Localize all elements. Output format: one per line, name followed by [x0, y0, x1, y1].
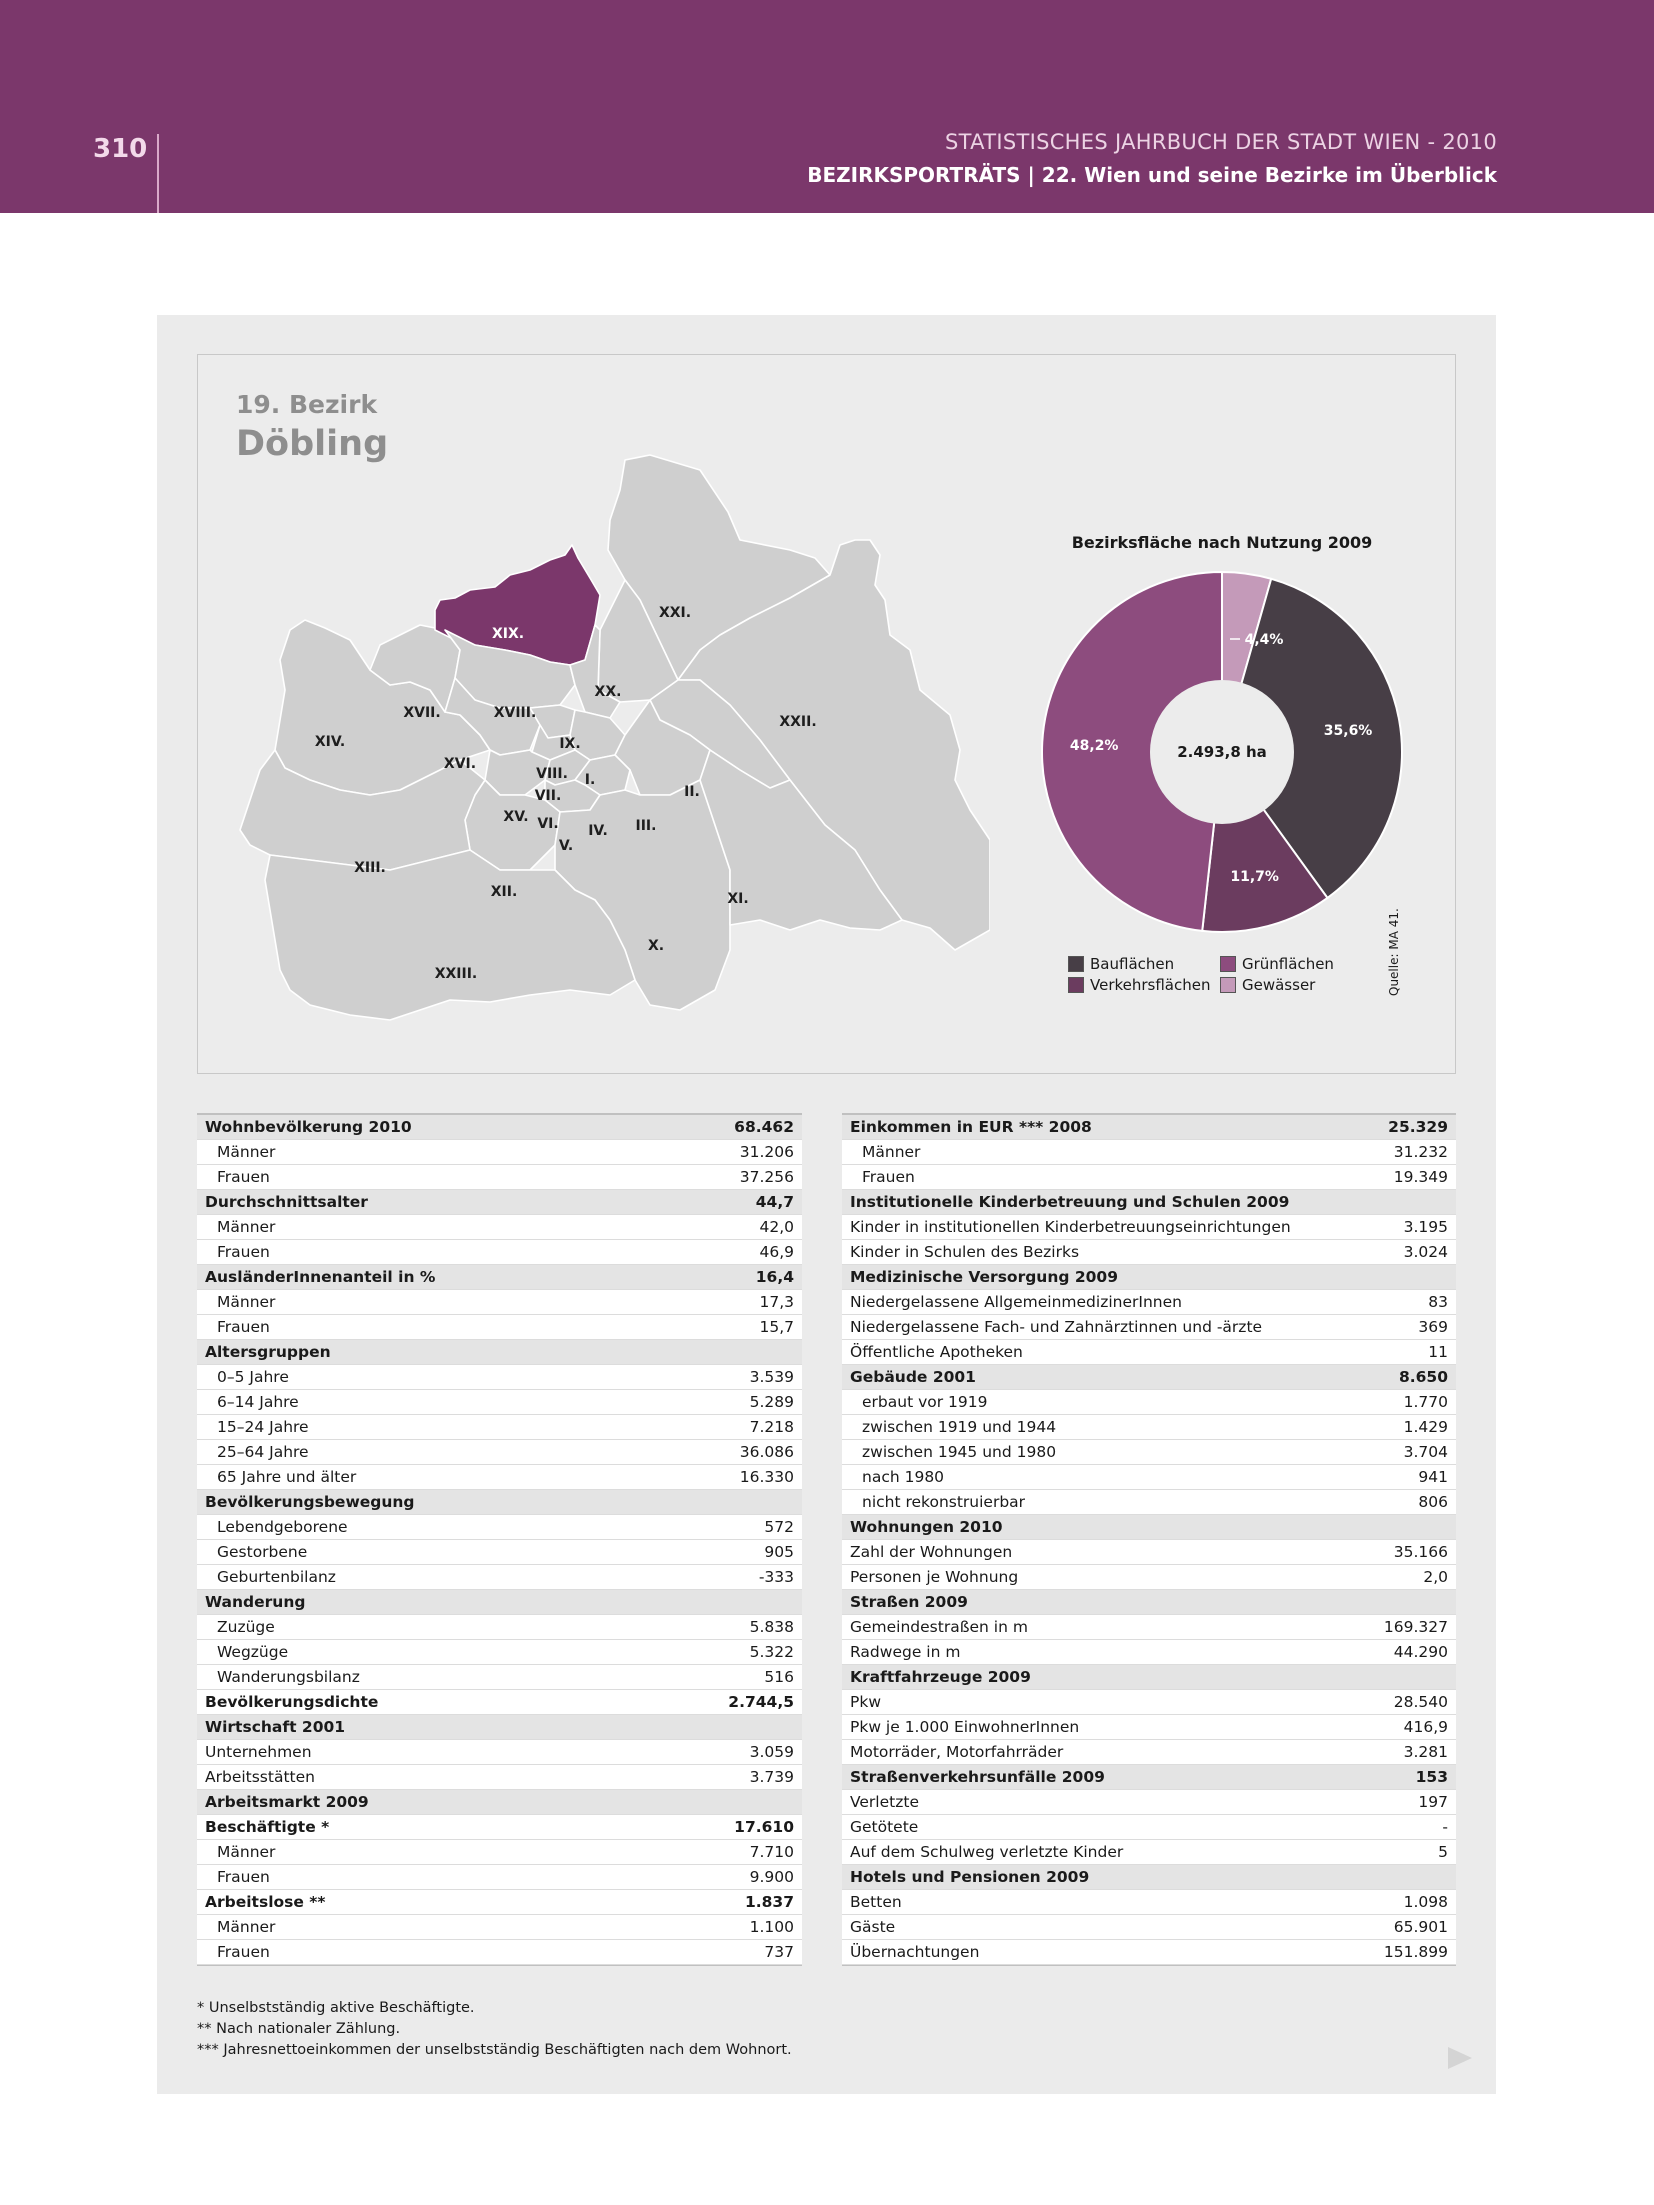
row-label: Wirtschaft 2001	[205, 1718, 346, 1736]
map-label-viii: VIII.	[536, 766, 568, 782]
table-row	[197, 1290, 802, 1315]
legend-swatch	[1068, 977, 1084, 993]
row-label: Öffentliche Apotheken	[850, 1343, 1023, 1361]
map-label-xxiii: XXIII.	[434, 966, 478, 982]
row-value: 5	[1438, 1843, 1448, 1861]
row-label: Männer	[217, 1218, 276, 1236]
statistics-table-right	[842, 1113, 1456, 1966]
table-row	[197, 1740, 802, 1765]
row-value: 3.195	[1403, 1218, 1448, 1236]
row-value: 31.206	[739, 1143, 794, 1161]
table-row	[842, 1315, 1456, 1340]
row-value: 65.901	[1393, 1918, 1448, 1936]
row-label: Männer	[217, 1843, 276, 1861]
table-row	[197, 1365, 802, 1390]
row-label: Gemeindestraßen in m	[850, 1618, 1028, 1636]
table-section-row	[842, 1665, 1456, 1690]
table-row	[842, 1415, 1456, 1440]
map-label-xi: XI.	[727, 891, 749, 907]
map-label-xxii: XXII.	[779, 714, 817, 730]
table-section-row	[197, 1790, 802, 1815]
row-value: 3.024	[1403, 1243, 1448, 1261]
row-value: 3.739	[749, 1768, 794, 1786]
row-label: Personen je Wohnung	[850, 1568, 1019, 1586]
table-row	[197, 1390, 802, 1415]
row-value: 3.539	[749, 1368, 794, 1386]
vienna-district-map	[230, 450, 990, 1050]
table-section-row	[197, 1490, 802, 1515]
row-label: Verletzte	[850, 1793, 919, 1811]
table-row	[842, 1440, 1456, 1465]
table-row	[197, 1615, 802, 1640]
legend-item-bauflaechen	[1068, 955, 1174, 973]
table-row	[197, 1415, 802, 1440]
district-number: 19. Bezirk	[236, 390, 378, 419]
table-row	[197, 1815, 802, 1840]
map-label-ix: IX.	[559, 736, 581, 752]
row-value: 7.218	[749, 1418, 794, 1436]
row-value: 37.256	[739, 1168, 794, 1186]
footnote: *** Jahresnettoeinkommen der unselbstständig Beschäftigten nach dem Wohnort.	[197, 2042, 792, 2058]
row-label: Frauen	[217, 1243, 270, 1261]
table-row	[197, 1840, 802, 1865]
row-label: Getötete	[850, 1818, 919, 1836]
row-value: 369	[1418, 1318, 1448, 1336]
table-section-row	[842, 1865, 1456, 1890]
row-value: -333	[758, 1568, 794, 1586]
table-row	[842, 1615, 1456, 1640]
row-value: 15,7	[759, 1318, 794, 1336]
row-value: 5.322	[749, 1643, 794, 1661]
row-label: Institutionelle Kinderbetreuung und Schulen 2009	[850, 1193, 1290, 1211]
table-section-row	[842, 1515, 1456, 1540]
pie-slice-label: 11,7%	[1230, 868, 1279, 885]
table-section-row	[197, 1590, 802, 1615]
row-label: Geburtenbilanz	[217, 1568, 336, 1586]
table-row	[842, 1165, 1456, 1190]
table-row	[842, 1740, 1456, 1765]
row-label: Wohnungen 2010	[850, 1518, 1003, 1536]
table-row	[842, 1490, 1456, 1515]
table-row	[197, 1940, 802, 1965]
legend-swatch	[1220, 956, 1236, 972]
statistics-table-left	[197, 1113, 802, 1966]
row-label: Medizinische Versorgung 2009	[850, 1268, 1119, 1286]
row-value: 572	[764, 1518, 794, 1536]
row-value: 25.329	[1388, 1118, 1448, 1136]
table-section-row	[842, 1190, 1456, 1215]
row-value: 1.098	[1403, 1893, 1448, 1911]
table-row	[197, 1765, 802, 1790]
row-value: 2,0	[1423, 1568, 1448, 1586]
map-label-iv: IV.	[588, 823, 608, 839]
map-label-xvii: XVII.	[403, 705, 441, 721]
row-value: 941	[1418, 1468, 1448, 1486]
row-value: 46,9	[759, 1243, 794, 1261]
row-value: 9.900	[749, 1868, 794, 1886]
row-label: Männer	[217, 1143, 276, 1161]
row-value: 35.166	[1393, 1543, 1448, 1561]
table-row	[842, 1390, 1456, 1415]
row-value: -	[1442, 1818, 1448, 1836]
row-label: Lebendgeborene	[217, 1518, 348, 1536]
table-row	[842, 1840, 1456, 1865]
row-label: Arbeitsstätten	[205, 1768, 315, 1786]
map-label-xiii: XIII.	[354, 860, 386, 876]
table-row	[842, 1290, 1456, 1315]
row-value: 16,4	[755, 1268, 794, 1286]
row-value: 3.281	[1403, 1743, 1448, 1761]
table-row	[842, 1240, 1456, 1265]
map-label-i: I.	[584, 772, 596, 788]
page-header	[0, 0, 1654, 213]
legend-label: Grünflächen	[1242, 955, 1334, 973]
row-label: Männer	[862, 1143, 921, 1161]
row-label: Frauen	[217, 1168, 270, 1186]
row-label: Hotels und Pensionen 2009	[850, 1868, 1090, 1886]
row-label: Wegzüge	[217, 1643, 289, 1661]
row-label: Gestorbene	[217, 1543, 308, 1561]
map-label-xvi: XVI.	[443, 756, 477, 772]
table-row	[197, 1315, 802, 1340]
row-label: 15–24 Jahre	[217, 1418, 309, 1436]
table-section-row	[197, 1115, 802, 1140]
row-label: Betten	[850, 1893, 902, 1911]
legend-label: Gewässer	[1242, 976, 1316, 994]
row-label: Männer	[217, 1293, 276, 1311]
row-label: Gebäude 2001	[850, 1368, 976, 1386]
map-label-v: V.	[558, 838, 574, 854]
row-label: 65 Jahre und älter	[217, 1468, 357, 1486]
chart-title: Bezirksfläche nach Nutzung 2009	[1071, 533, 1373, 552]
row-label: Arbeitslose **	[205, 1893, 326, 1911]
row-label: Niedergelassene AllgemeinmedizinerInnen	[850, 1293, 1182, 1311]
table-row	[842, 1465, 1456, 1490]
row-label: Frauen	[217, 1318, 270, 1336]
table-row	[842, 1715, 1456, 1740]
row-label: Arbeitsmarkt 2009	[205, 1793, 369, 1811]
map-label-xviii: XVIII.	[493, 705, 537, 721]
legend-label: Verkehrsflächen	[1090, 976, 1211, 994]
row-value: 44.290	[1393, 1643, 1448, 1661]
row-label: Motorräder, Motorfahrräder	[850, 1743, 1064, 1761]
row-label: Männer	[217, 1918, 276, 1936]
map-label-iii: III.	[635, 818, 657, 834]
row-value: 68.462	[734, 1118, 794, 1136]
map-label-xiv: XIV.	[314, 734, 346, 750]
table-row	[197, 1165, 802, 1190]
row-label: Gäste	[850, 1918, 896, 1936]
row-value: 1.770	[1403, 1393, 1448, 1411]
row-value: 36.086	[739, 1443, 794, 1461]
row-label: Wanderung	[205, 1593, 306, 1611]
row-label: 6–14 Jahre	[217, 1393, 299, 1411]
table-section-row	[197, 1265, 802, 1290]
row-label: Wohnbevölkerung 2010	[205, 1118, 412, 1136]
row-label: 0–5 Jahre	[217, 1368, 289, 1386]
row-label: Wanderungsbilanz	[217, 1668, 360, 1686]
map-label-xv: XV.	[503, 809, 529, 825]
row-value: 5.838	[749, 1618, 794, 1636]
table-section-row	[842, 1265, 1456, 1290]
table-section-row	[197, 1340, 802, 1365]
row-label: Pkw	[850, 1693, 881, 1711]
table-row	[197, 1515, 802, 1540]
row-value: 151.899	[1383, 1943, 1448, 1961]
row-label: Frauen	[862, 1168, 915, 1186]
pie-slice-label: 4,4%	[1244, 632, 1284, 648]
district-name: Döbling	[236, 424, 389, 464]
table-row	[842, 1790, 1456, 1815]
row-value: 806	[1418, 1493, 1448, 1511]
table-row	[842, 1640, 1456, 1665]
map-label-xx: XX.	[594, 684, 622, 700]
table-row	[842, 1340, 1456, 1365]
page-number: 310	[93, 134, 148, 164]
row-value: 3.059	[749, 1743, 794, 1761]
row-value: 737	[764, 1943, 794, 1961]
row-label: Kinder in institutionellen Kinderbetreuungseinrichtungen	[850, 1218, 1291, 1236]
legend-item-gewaesser	[1220, 976, 1315, 994]
table-section-row	[842, 1590, 1456, 1615]
row-value: 31.232	[1393, 1143, 1448, 1161]
row-label: Zuzüge	[217, 1618, 275, 1636]
row-value: 1.429	[1403, 1418, 1448, 1436]
row-label: Beschäftigte *	[205, 1818, 330, 1836]
table-section-row	[842, 1115, 1456, 1140]
table-section-row	[842, 1365, 1456, 1390]
map-label-x: X.	[647, 938, 665, 954]
legend-item-verkehrsflaechen	[1068, 976, 1211, 994]
row-value: 516	[764, 1668, 794, 1686]
row-value: 905	[764, 1543, 794, 1561]
table-section-row	[842, 1765, 1456, 1790]
row-label: Frauen	[217, 1868, 270, 1886]
map-label-ii: II.	[684, 784, 700, 800]
row-value: 3.704	[1403, 1443, 1448, 1461]
row-label: Straßenverkehrsunfälle 2009	[850, 1768, 1105, 1786]
row-value: 153	[1415, 1768, 1448, 1786]
row-label: Übernachtungen	[850, 1943, 980, 1961]
table-section-row	[197, 1715, 802, 1740]
row-value: 19.349	[1393, 1168, 1448, 1186]
table-row	[197, 1440, 802, 1465]
table-row	[197, 1140, 802, 1165]
row-label: Zahl der Wohnungen	[850, 1543, 1013, 1561]
map-label-xxi: XXI.	[658, 605, 692, 621]
table-row	[842, 1815, 1456, 1840]
row-label: Kraftfahrzeuge 2009	[850, 1668, 1031, 1686]
row-value: 83	[1428, 1293, 1448, 1311]
table-row	[197, 1540, 802, 1565]
table-row	[197, 1565, 802, 1590]
row-value: 7.710	[749, 1843, 794, 1861]
row-value: 416,9	[1403, 1718, 1448, 1736]
row-label: zwischen 1919 und 1944	[862, 1418, 1057, 1436]
row-label: nicht rekonstruierbar	[862, 1493, 1026, 1511]
map-label-vi: VI.	[537, 816, 559, 832]
table-row	[197, 1890, 802, 1915]
footnote: ** Nach nationaler Zählung.	[197, 2021, 401, 2037]
row-label: Bevölkerungsdichte	[205, 1693, 379, 1711]
row-label: Frauen	[217, 1943, 270, 1961]
row-label: AusländerInnenanteil in %	[205, 1268, 436, 1286]
legend-swatch	[1068, 956, 1084, 972]
row-value: 44,7	[755, 1193, 794, 1211]
row-label: Radwege in m	[850, 1643, 961, 1661]
row-label: erbaut vor 1919	[862, 1393, 988, 1411]
row-value: 28.540	[1393, 1693, 1448, 1711]
table-row	[842, 1540, 1456, 1565]
row-value: 2.744,5	[728, 1693, 794, 1711]
table-row	[197, 1215, 802, 1240]
map-label-vii: VII.	[534, 788, 562, 804]
row-label: Durchschnittsalter	[205, 1193, 368, 1211]
map-label-xix: XIX.	[491, 626, 525, 642]
table-row	[842, 1915, 1456, 1940]
map-label-xii: XII.	[490, 884, 518, 900]
row-label: zwischen 1945 und 1980	[862, 1443, 1057, 1461]
table-row	[842, 1940, 1456, 1965]
row-label: Unternehmen	[205, 1743, 312, 1761]
row-label: Straßen 2009	[850, 1593, 968, 1611]
footnote: * Unselbstständig aktive Beschäftigte.	[197, 2000, 475, 2016]
next-page-arrow-icon[interactable]	[1446, 2044, 1474, 2072]
donut-center-label: 2.493,8 ha	[1177, 743, 1267, 761]
row-label: Einkommen in EUR *** 2008	[850, 1118, 1092, 1136]
row-value: 17,3	[759, 1293, 794, 1311]
table-row	[197, 1865, 802, 1890]
row-value: 42,0	[759, 1218, 794, 1236]
row-value: 8.650	[1398, 1368, 1448, 1386]
row-label: Altersgruppen	[205, 1343, 331, 1361]
row-value: 11	[1428, 1343, 1448, 1361]
pie-slice-label: 48,2%	[1069, 737, 1119, 754]
table-row	[197, 1240, 802, 1265]
table-row	[842, 1565, 1456, 1590]
row-value: 16.330	[739, 1468, 794, 1486]
footnotes	[197, 1998, 792, 2061]
row-value: 197	[1418, 1793, 1448, 1811]
legend-swatch	[1220, 977, 1236, 993]
publication-title: STATISTISCHES JAHRBUCH DER STADT WIEN - 2010	[945, 130, 1497, 154]
row-label: 25–64 Jahre	[217, 1443, 309, 1461]
table-row	[197, 1640, 802, 1665]
table-row	[197, 1690, 802, 1715]
legend-item-gruenflaechen	[1220, 955, 1334, 973]
row-label: Pkw je 1.000 EinwohnerInnen	[850, 1718, 1080, 1736]
table-row	[197, 1665, 802, 1690]
row-label: Kinder in Schulen des Bezirks	[850, 1243, 1080, 1261]
row-label: Bevölkerungsbewegung	[205, 1493, 415, 1511]
row-value: 17.610	[734, 1818, 794, 1836]
table-row	[197, 1915, 802, 1940]
table-row	[842, 1890, 1456, 1915]
table-row	[842, 1690, 1456, 1715]
row-label: Auf dem Schulweg verletzte Kinder	[850, 1843, 1124, 1861]
pie-slice-label: 35,6%	[1323, 722, 1373, 739]
table-row	[197, 1465, 802, 1490]
row-value: 1.100	[749, 1918, 794, 1936]
section-title: BEZIRKSPORTRÄTS | 22. Wien und seine Bezirke im Überblick	[807, 163, 1497, 187]
row-value: 5.289	[749, 1393, 794, 1411]
row-label: Niedergelassene Fach- und Zahnärztinnen und -ärzte	[850, 1318, 1263, 1336]
row-label: nach 1980	[862, 1468, 945, 1486]
legend-label: Bauflächen	[1090, 955, 1175, 973]
header-divider	[157, 134, 159, 213]
table-row	[842, 1215, 1456, 1240]
source-note: Quelle: MA 41.	[1387, 908, 1401, 996]
land-use-donut-chart	[1040, 570, 1404, 934]
table-row	[842, 1140, 1456, 1165]
row-value: 169.327	[1383, 1618, 1448, 1636]
row-value: 1.837	[744, 1893, 794, 1911]
table-section-row	[197, 1190, 802, 1215]
